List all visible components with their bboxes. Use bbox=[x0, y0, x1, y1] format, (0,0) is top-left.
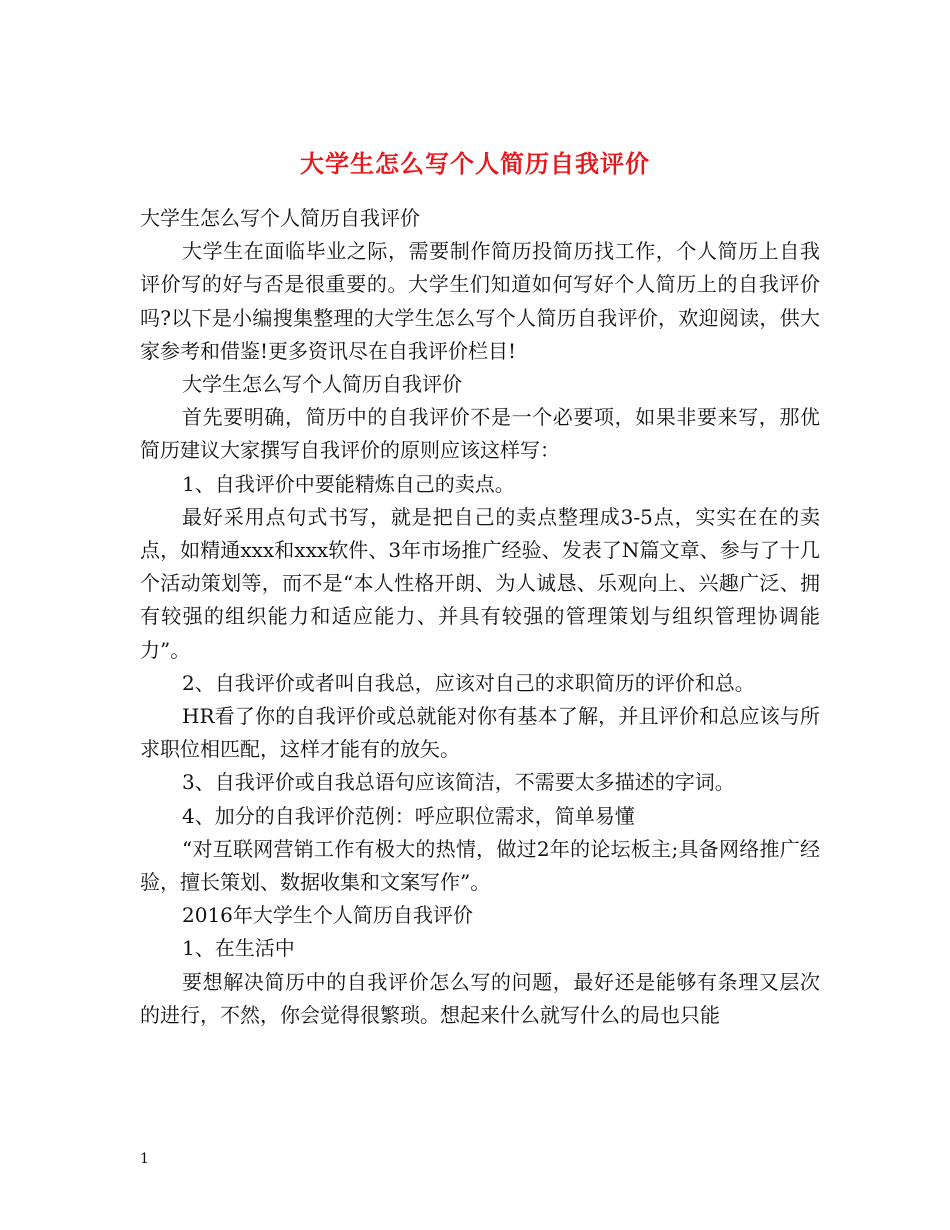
paragraph: 1、自我评价中要能精炼自己的卖点。 bbox=[182, 471, 515, 496]
document-title: 大学生怎么写个人简历自我评价 bbox=[300, 149, 650, 179]
paragraph: 大学生怎么写个人简历自我评价 bbox=[182, 372, 462, 397]
paragraph: 最好采用点句式书写，就是把自己的卖点整理成3-5点，实实在在的卖点，如精通xxx和xxx软件、3年市场推广经验、发表了N篇文章、参与了十几个活动策划等，而不是“本人性格开朗、为人诚恳、乐观向上、兴趣广泛、拥有较强的组织能力和适应能力、并具有较强的管理策划与组织管理协调能力”。 bbox=[140, 504, 820, 662]
document-body bbox=[140, 202, 820, 1032]
paragraph: 1、在生活中 bbox=[182, 936, 295, 961]
paragraph: 大学生怎么写个人简历自我评价 bbox=[140, 206, 420, 230]
page-number: 1 bbox=[140, 1151, 149, 1167]
paragraph: 3、自我评价或自我总语句应该简洁，不需要太多描述的字词。 bbox=[182, 770, 735, 795]
paragraph: 要想解决简历中的自我评价怎么写的问题，最好还是能够有条理又层次的进行，不然，你会觉得很繁琐。想起来什么就写什么的局也只能 bbox=[140, 969, 820, 1027]
paragraph: HR看了你的自我评价或总就能对你有基本了解，并且评价和总应该与所求职位相匹配，这样才能有的放矢。 bbox=[140, 704, 820, 762]
paragraph: 2016年大学生个人简历自我评价 bbox=[182, 903, 473, 928]
paragraph: 4、加分的自我评价范例：呼应职位需求，简单易懂 bbox=[182, 803, 635, 828]
paragraph: “对互联网营销工作有极大的热情，做过2年的论坛板主;具备网络推广经验，擅长策划、数据收集和文案写作”。 bbox=[140, 836, 820, 895]
paragraph: 首先要明确，简历中的自我评价不是一个必要项，如果非要来写，那优简历建议大家撰写自我评价的原则应该这样写： bbox=[140, 405, 820, 463]
paragraph: 大学生在面临毕业之际，需要制作简历投简历找工作，个人简历上自我评价写的好与否是很重要的。大学生们知道如何写好个人简历上的自我评价吗?以下是小编搜集整理的大学生怎么写个人简历自我评价，欢迎阅读，供大家参考和借鉴!更多资讯尽在自我评价栏目! bbox=[140, 239, 820, 363]
paragraph: 2、自我评价或者叫自我总，应该对自己的求职简历的评价和总。 bbox=[182, 670, 755, 695]
